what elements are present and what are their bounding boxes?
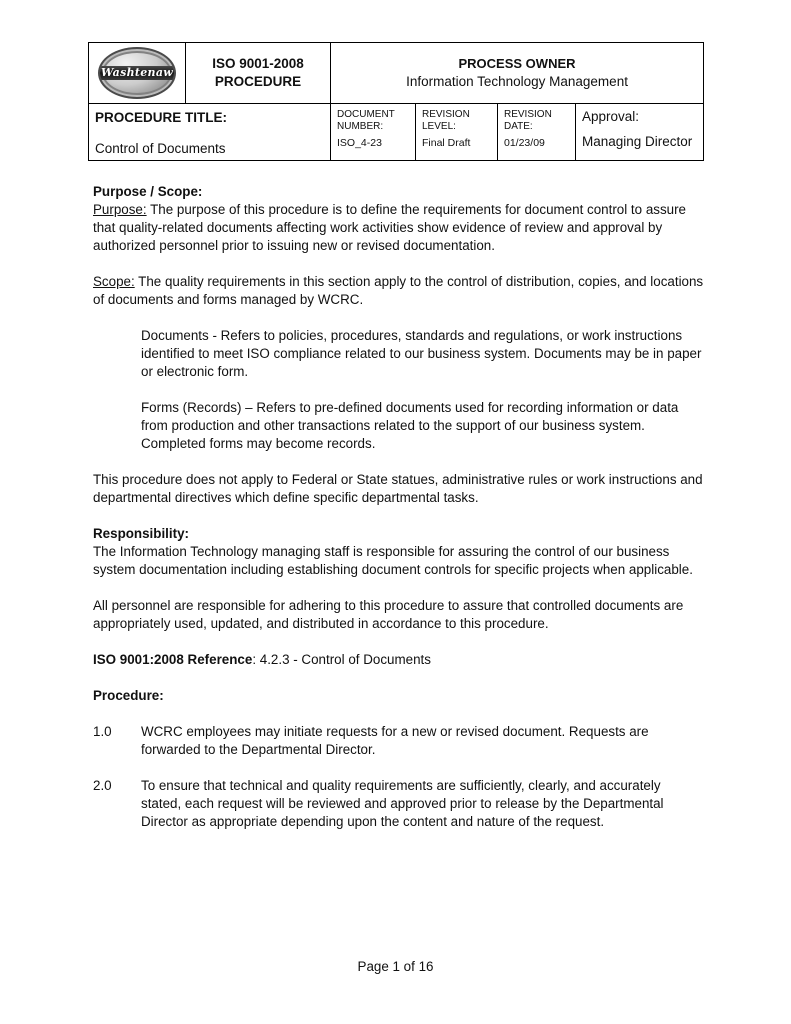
procedure-step-1 [93,723,704,759]
doc-type-line2: PROCEDURE [214,74,302,89]
approval-cell [576,104,704,161]
revision-date-cell [498,104,576,161]
process-owner-label: PROCESS OWNER [458,56,576,71]
step-text: To ensure that technical and quality requirements are sufficiently, clearly, and accurately stated, each request will be reviewed and approved prior to release by the Departmental Director as appropriate depending upon the content and nature of the request. [141,778,664,829]
purpose-paragraph [93,201,704,255]
scope-text: The quality requirements in this section apply to the control of distribution, copies, and locations of documents and forms managed by WCRC. [93,274,704,307]
purpose-label: Purpose: [93,202,147,217]
iso-reference-text: : 4.2.3 - Control of Documents [252,652,431,667]
responsibility-paragraph-1: The Information Technology managing staff is responsible for assuring the control of our business system documentation including establishing document controls for specific projects when applicable. [93,544,693,577]
doc-type-cell [186,43,331,104]
doc-type-line1: ISO 9001-2008 [212,56,304,71]
document-number-label: DOCUMENT NUMBER: [337,109,395,132]
purpose-scope-heading: Purpose / Scope: [93,184,203,199]
logo-cell [89,43,186,104]
purpose-text: The purpose of this procedure is to define the requirements for document control to assure that quality-related documents affecting work activities show evidence of review and approval by authorized personnel prior to issuing new or revised documentation. [93,202,687,253]
approval-value: Managing Director [582,134,693,149]
procedure-step-2 [93,777,704,831]
washtenaw-seal-logo [98,47,176,99]
procedure-title-value: Control of Documents [95,141,226,156]
iso-reference-line [93,651,704,669]
process-owner-value: Information Technology Management [406,74,628,89]
exclusion-paragraph: This procedure does not apply to Federal or State statues, administrative rules or work instructions and departmental directives which define specific departmental tasks. [93,472,703,505]
step-text: WCRC employees may initiate requests for a new or revised document. Requests are forwarded to the Departmental Director. [141,724,649,757]
document-number-value: ISO_4-23 [337,137,382,149]
step-number: 2.0 [93,778,112,793]
responsibility-paragraph-2: All personnel are responsible for adhering to this procedure to assure that controlled documents are appropriately used, updated, and distributed in accordance to this procedure. [93,598,684,631]
logo-text: Washtenaw [100,66,174,79]
revision-date-label: REVISION DATE: [504,109,552,132]
procedure-heading: Procedure: [93,688,164,703]
revision-level-value: Final Draft [422,137,471,149]
revision-level-cell [416,104,498,161]
revision-level-label: REVISION LEVEL: [422,109,470,132]
page-footer: Page 1 of 16 [357,959,434,974]
procedure-title-label: PROCEDURE TITLE: [95,110,228,125]
approval-label: Approval: [582,109,640,124]
scope-paragraph [93,273,704,309]
iso-reference-label: ISO 9001:2008 Reference [93,652,253,667]
definition-forms-paragraph: Forms (Records) – Refers to pre-defined documents used for recording information or data from production and other transactions related to the support of our business system. Completed forms may become records. [141,400,679,451]
document-number-cell [331,104,416,161]
step-number: 1.0 [93,724,112,739]
process-owner-cell [331,43,704,104]
revision-date-value: 01/23/09 [504,137,545,149]
procedure-title-cell [89,104,331,161]
document-header-table [88,42,704,161]
scope-label: Scope: [93,274,135,289]
definition-documents-paragraph: Documents - Refers to policies, procedures, standards and regulations, or work instructions identified to meet ISO compliance related to our business system. Documents may be in paper or electronic form. [141,328,702,379]
responsibility-heading: Responsibility: [93,526,189,541]
document-body [88,183,704,831]
